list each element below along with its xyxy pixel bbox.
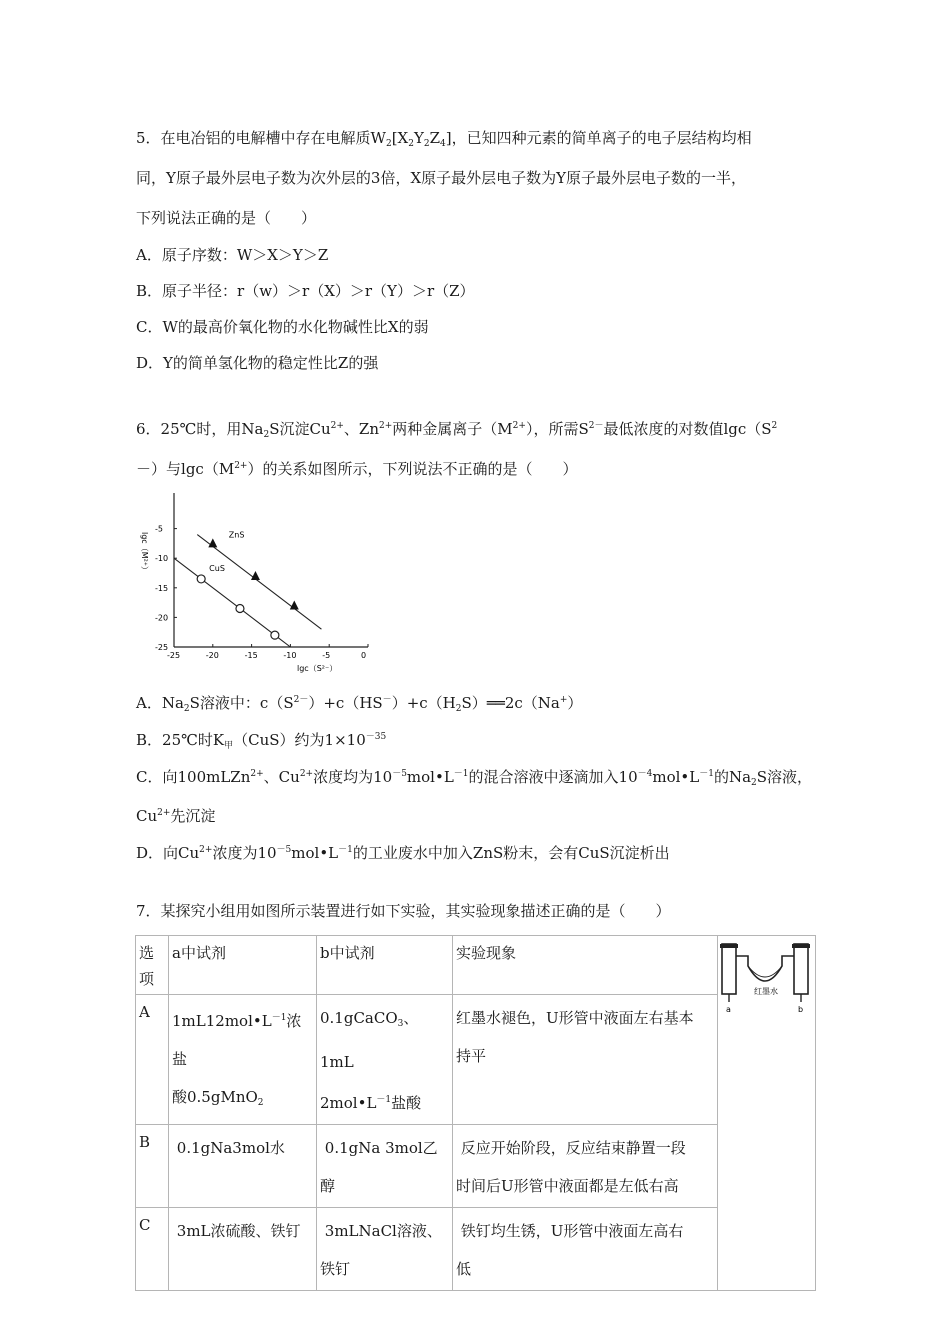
q5-line1: 5．在电冶铝的电解槽中存在电解质$W_2[X_2Y_2Z_4]$，已知四种元素的简单离子的电子层结构均相 [136, 129, 752, 149]
table-row [136, 1125, 816, 1208]
row-phenomenon: 反应开始阶段，反应结束静置一段 时间后U形管中液面都是左低右高 [453, 1125, 718, 1208]
q7-stem: 7．某探究小组用如图所示装置进行如下实验，其实验现象描述正确的是（ ） [136, 902, 671, 920]
q6-line1: 6．25℃时，用$Na_2S$沉淀$Cu^{2+}$、$Zn^{2+}$两种金属离子$(M^{2+})$，所需$S^{2-}$最低浓度的对数值$\lg c(S^2$ [136, 420, 778, 440]
row-b: 0.1gCaCO$_3$、1mL $2mol•L^{-1}$盐酸 [317, 995, 453, 1125]
row-a: $1mL12mol•L^{-1}$浓盐 酸0.5gMnO$_2$ [169, 995, 317, 1125]
y-tick-label: -10 [155, 554, 169, 564]
table-row [136, 1208, 816, 1291]
q7-table [135, 935, 816, 1291]
header-b: b中试剂 [317, 936, 453, 995]
series-label-ZnS: ZnS [228, 530, 245, 540]
point-CuS [236, 605, 244, 613]
row-option: A [136, 995, 169, 1125]
header-phenomenon: 实验现象 [453, 936, 718, 995]
y-tick-label: -20 [155, 613, 169, 623]
q5-option-b[interactable]: B．原子半径：r（w）＞r（X）＞r（Y）＞r（Z） [136, 282, 475, 300]
q6-option-c-cont: $Cu^{2+}$先沉淀 [136, 807, 216, 825]
row-b: 3mLNaCl溶液、 铁钉 [317, 1208, 453, 1291]
lgc-chart-svg [132, 492, 382, 677]
q6-option-a[interactable]: A．$Na_2S$溶液中：$c(S^{2-})+c(HS^-)+c(H_2S)══2c(Na^+)$ [136, 694, 583, 714]
point-CuS [197, 575, 205, 583]
q6-option-d[interactable]: D．向$Cu^{2+}$浓度为$10^{-5}mol•L^{-1}$的工业废水中加入ZnS粉末，会有CuS沉淀析出 [136, 844, 670, 862]
row-b: 0.1gNa 3mol乙 醇 [317, 1125, 453, 1208]
x-tick-label: 0 [361, 651, 367, 660]
x-tick-label: -5 [322, 651, 331, 660]
q5-option-d[interactable]: D．Y的简单氢化物的稳定性比Z的强 [136, 354, 379, 372]
series-label-CuS: CuS [209, 563, 225, 573]
row-a: 3mL浓硫酸、铁钉 [169, 1208, 317, 1291]
x-tick-label: -25 [167, 651, 181, 660]
x-tick-label: -15 [244, 651, 258, 660]
point-CuS [271, 631, 279, 639]
chart-ylabel: lgc（M²⁺） [140, 532, 149, 575]
u-tube-apparatus [718, 936, 816, 1016]
row-option: B [136, 1125, 169, 1208]
row-phenomenon: 铁钉均生锈，U形管中液面左高右 低 [453, 1208, 718, 1291]
q5-line3: 下列说法正确的是（ ） [136, 209, 317, 227]
table-row [136, 995, 816, 1125]
series-line-ZnS [197, 535, 321, 630]
point-ZnS [251, 571, 260, 580]
tube-a-label: a [726, 1005, 731, 1014]
tube-b-label: b [798, 1005, 804, 1014]
q6-chart [132, 492, 382, 681]
apparatus-cell [718, 936, 816, 1291]
q5-option-a[interactable]: A．原子序数：W＞X＞Y＞Z [136, 246, 329, 264]
q6-line2: －）与$\lg c(M^{2+})$的关系如图所示，下列说法不正确的是（ ） [136, 460, 578, 478]
header-option: 选项 [136, 936, 169, 995]
red-ink-label: 红墨水 [754, 987, 778, 996]
table-header-row [136, 936, 816, 995]
y-tick-label: -15 [155, 583, 169, 593]
y-tick-label: -25 [155, 643, 169, 652]
electrolyte-formula: $W_2[X_2Y_2Z_4]$ [370, 129, 452, 149]
y-tick-label: -5 [155, 524, 163, 534]
point-ZnS [290, 601, 299, 610]
row-a: 0.1gNa3mol水 [169, 1125, 317, 1208]
q5-option-c[interactable]: C．W的最高价氧化物的水化物碱性比X的弱 [136, 318, 429, 336]
x-tick-label: -10 [283, 651, 297, 660]
chart-xlabel: lgc（S²⁻） [297, 664, 338, 673]
q6-option-c[interactable]: C．向100mLZn$^{2+}$、$Cu^{2+}$浓度均为$10^{-5}mol•L^{-1}$的混合溶液中逐滴加入$10^{-4}mol•L^{-1}$的$Na_2S$溶液， [136, 768, 813, 788]
x-tick-label: -20 [205, 651, 219, 660]
q6-option-b[interactable]: B．25℃时$K_甲(CuS)$约为$1\times 10^{-35}$ [136, 731, 387, 751]
point-ZnS [208, 538, 217, 547]
header-a: a中试剂 [169, 936, 317, 995]
q5-line2: 同，Y原子最外层电子数为次外层的3倍，X原子最外层电子数为Y原子最外层电子数的一半， [136, 169, 747, 187]
row-phenomenon: 红墨水褪色，U形管中液面左右基本 持平 [453, 995, 718, 1125]
row-option: C [136, 1208, 169, 1291]
